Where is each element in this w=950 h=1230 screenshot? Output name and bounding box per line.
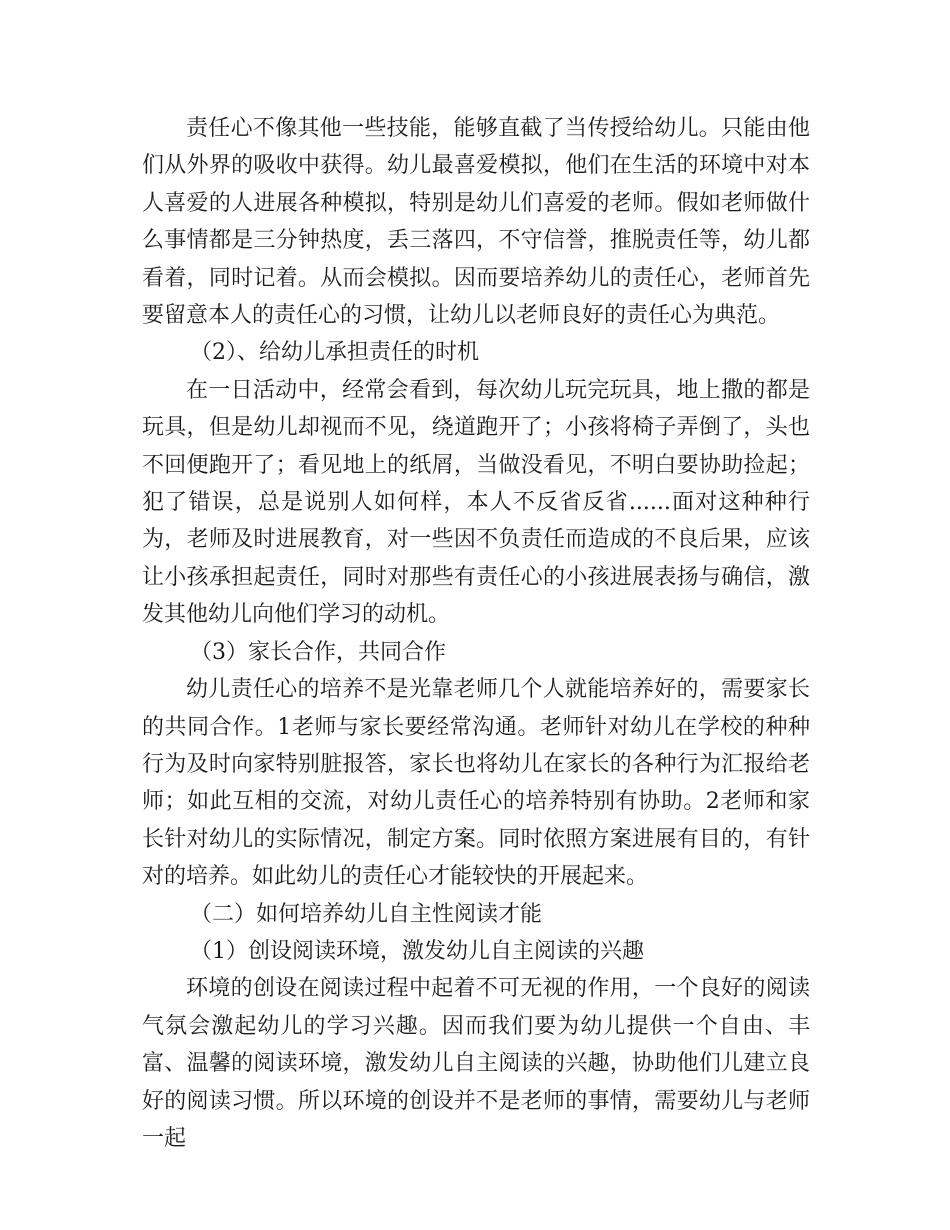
heading-parent-cooperation: （3）家长合作，共同合作: [190, 639, 446, 665]
paragraph-parent-cooperation: 幼儿责任心的培养不是光靠老师几个人就能培养好的，需要家长的共同合作。1老师与家长要经常沟通。老师针对幼儿在学校的种种行为及时向家特别脏报答，家长也将幼儿在家长的各种行为汇报给老师；如此互相的交流，对幼儿责任心的培养特别有协助。2老师和家长针对幼儿的实际情况，制定方案。同时依照方案进展有目的，有针对的培养。如此幼儿的责任心才能较快的开展起来。: [142, 677, 810, 890]
heading-autonomous-reading: （二）如何培养幼儿自主性阅读才能: [190, 901, 543, 927]
paragraph-teacher-example: 责任心不像其他一些技能，能够直截了当传授给幼儿。只能由他们从外界的吸收中获得。幼儿最喜爱模拟，他们在生活的环境中对本人喜爱的人进展各种模拟，特别是幼儿们喜爱的老师。假如老师做什么事情都是三分钟热度，丢三落四，不守信誉，推脱责任等，幼儿都看着，同时记着。从而会模拟。因而要培养幼儿的责任心，老师首先要留意本人的责任心的习惯，让幼儿以老师良好的责任心为典范。: [142, 116, 810, 329]
heading-responsibility-opportunity: （2）、给幼儿承担责任的时机: [190, 340, 479, 366]
paragraph-reading-environment: 环境的创设在阅读过程中起着不可无视的作用，一个良好的阅读气氛会激起幼儿的学习兴趣。因而我们要为幼儿提供一个自由、丰富、温馨的阅读环境，激发幼儿自主阅读的兴趣，协助他们儿建立良好的阅读习惯。所以环境的创设并不是老师的事情，需要幼儿与老师一起: [142, 976, 810, 1151]
heading-reading-environment: （1）创设阅读环境，激发幼儿自主阅读的兴趣: [190, 938, 644, 964]
paragraph-daily-activities: 在一日活动中，经常会看到，每次幼儿玩完玩具，地上撒的都是玩具，但是幼儿却视而不见，绕道跑开了；小孩将椅子弄倒了，头也不回便跑开了；看见地上的纸屑，当做没看见，不明白要协助捡起；犯了错误，总是说别人如何样，本人不反省反省......面对这种种行为，老师及时进展教育，对一些因不负责任而造成的不良后果，应该让小孩承担起责任，同时对那些有责任心的小孩进展表扬与确信，激发其他幼儿向他们学习的动机。: [142, 377, 810, 628]
document-body: [142, 110, 810, 1157]
